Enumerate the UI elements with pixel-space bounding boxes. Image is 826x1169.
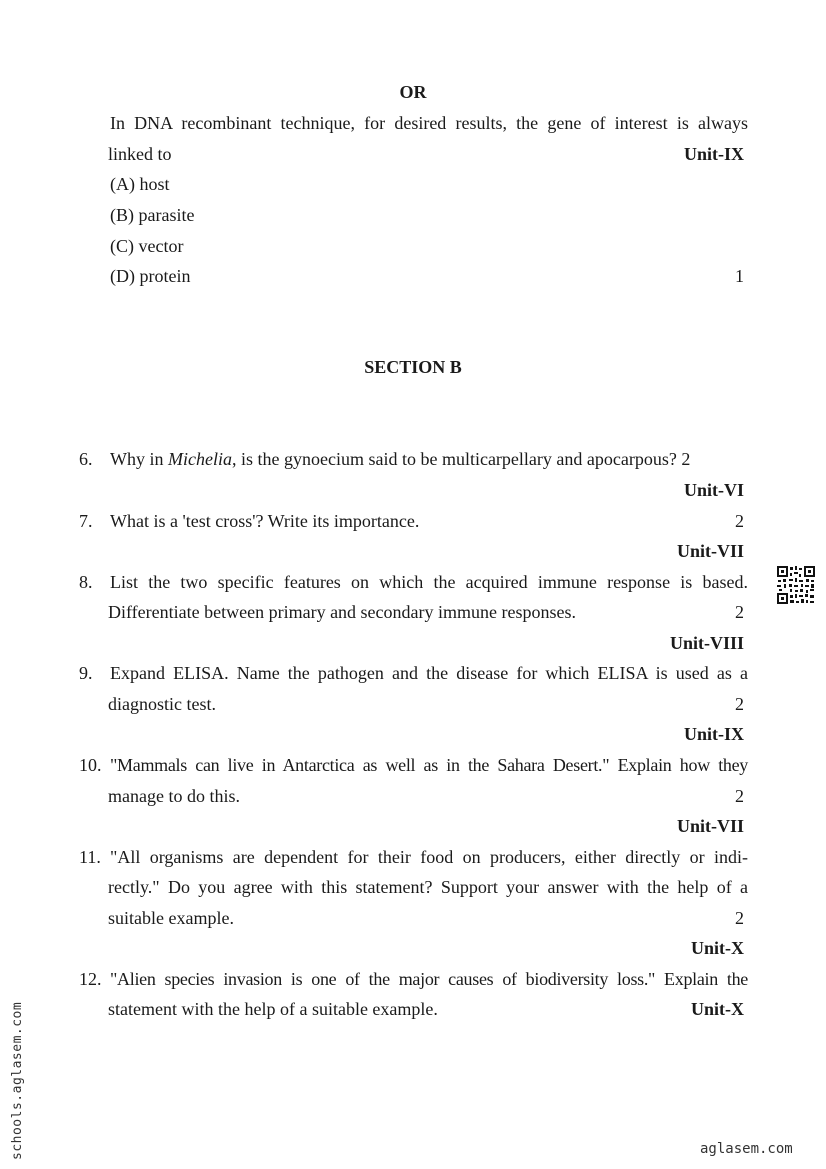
- side-watermark: schools.aglasem.com: [10, 1001, 25, 1160]
- question-number: 9.: [79, 663, 93, 683]
- or-unit: Unit-IX: [683, 144, 744, 164]
- question-10-line2: manage to do this.: [108, 786, 240, 806]
- question-10-unit: Unit-VII: [676, 816, 744, 836]
- option-b: (B) parasite: [110, 205, 195, 225]
- question-7-unit: Unit-VII: [676, 541, 744, 561]
- question-9-line1: Expand ELISA. Name the pathogen and the disease for which ELISA is used as a: [110, 663, 748, 683]
- footer-watermark: aglasem.com: [700, 1141, 793, 1157]
- question-7-marks: 2: [735, 511, 744, 531]
- species-name: Michelia: [168, 449, 232, 469]
- question-8-line1: List the two specific features on which the acquired immune response is based.: [110, 572, 748, 592]
- question-11-marks: 2: [735, 908, 744, 928]
- question-9-unit: Unit-IX: [683, 724, 744, 744]
- option-a: (A) host: [110, 174, 170, 194]
- option-d: (D) protein: [110, 266, 191, 286]
- question-11-unit: Unit-X: [691, 938, 744, 958]
- question-11-line2: rectly." Do you agree with this statement? Support your answer with the help of a: [108, 877, 748, 897]
- option-c: (C) vector: [110, 236, 184, 256]
- question-12-line2: statement with the help of a suitable example.: [108, 999, 438, 1019]
- or-question-line1: In DNA recombinant technique, for desired results, the gene of interest is always: [110, 113, 748, 133]
- question-11-line1: "All organisms are dependent for their food on producers, either directly or indi-: [110, 847, 748, 867]
- question-8-marks: 2: [735, 602, 744, 622]
- question-9-line2: diagnostic test.: [108, 694, 216, 714]
- question-7-line1: What is a 'test cross'? Write its importance.: [110, 511, 420, 531]
- question-8-unit: Unit-VIII: [669, 633, 744, 653]
- question-number: 12.: [79, 969, 102, 989]
- or-marks: 1: [735, 266, 744, 286]
- question-11-line3: suitable example.: [108, 908, 234, 928]
- question-number: 8.: [79, 572, 93, 592]
- question-10-line1: "Mammals can live in Antarctica as well as in the Sahara Desert." Explain how they: [110, 755, 748, 775]
- qr-code-icon: [776, 565, 816, 605]
- question-8-line2: Differentiate between primary and secondary immune responses.: [108, 602, 576, 622]
- question-12-line1: "Alien species invasion is one of the major causes of biodiversity loss." Explain the: [110, 969, 748, 989]
- question-9-marks: 2: [735, 694, 744, 714]
- question-number: 10.: [79, 755, 102, 775]
- question-12-unit: Unit-X: [691, 999, 744, 1019]
- question-number: 7.: [79, 511, 93, 531]
- question-number: 6.: [79, 449, 93, 469]
- question-10-marks: 2: [735, 786, 744, 806]
- qr-code[interactable]: [776, 565, 816, 605]
- or-heading: OR: [399, 82, 427, 102]
- section-heading: SECTION B: [364, 357, 462, 377]
- or-question-line2: linked to: [108, 144, 172, 164]
- question-6-line1: Why in Michelia, is the gynoecium said to be multicarpellary and apocarpous? 2: [110, 449, 691, 469]
- question-6-unit: Unit-VI: [683, 480, 744, 500]
- question-number: 11.: [79, 847, 101, 867]
